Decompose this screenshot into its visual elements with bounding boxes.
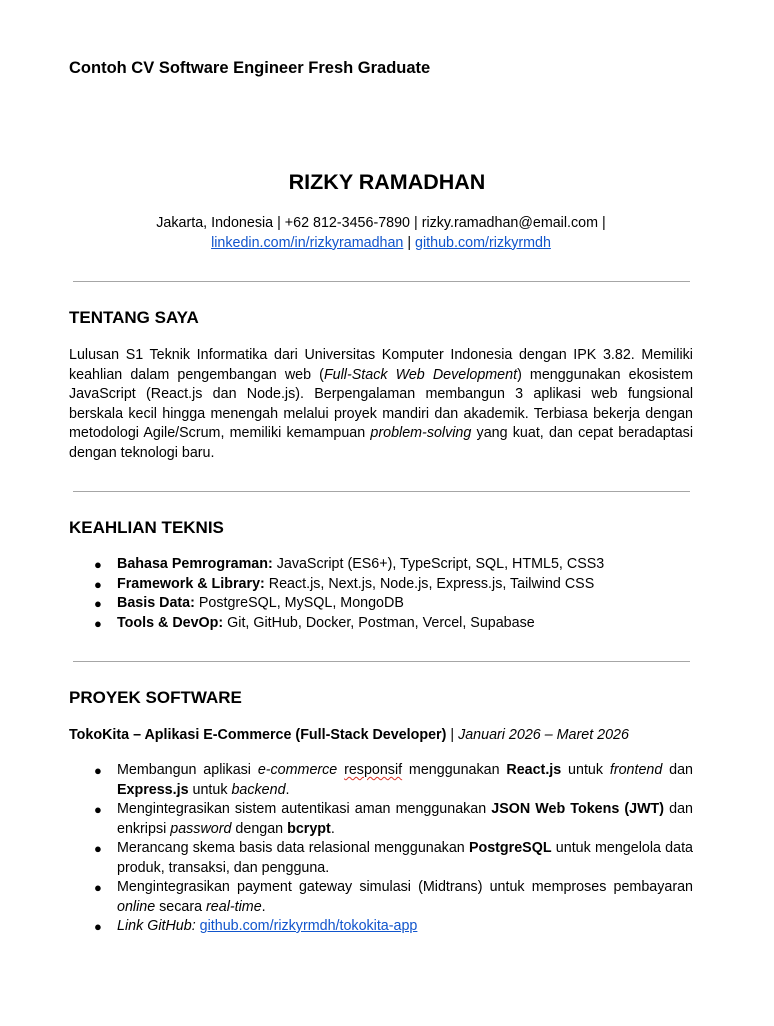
list-item xyxy=(69,555,693,575)
divider xyxy=(73,281,690,282)
bullet-emphasis: password xyxy=(170,820,232,837)
bullet-emphasis: Link GitHub: xyxy=(117,918,196,934)
project-github-link[interactable]: github.com/rizkyrmdh/tokokita-app xyxy=(199,918,418,934)
about-text: yang kuat, dan cepat beradaptasi dengan teknologi baru. xyxy=(69,425,693,461)
bullet-text: . xyxy=(261,898,266,915)
project-period: Januari 2026 – Maret 2026 xyxy=(458,727,629,743)
list-item xyxy=(69,614,693,634)
document-title: Contoh CV Software Engineer Fresh Graduate xyxy=(69,59,431,77)
about-paragraph xyxy=(69,346,693,463)
list-item xyxy=(69,878,693,917)
skill-label: Framework & Library: xyxy=(117,575,265,592)
bullet-emphasis: frontend xyxy=(609,762,663,778)
list-item xyxy=(69,917,693,937)
bullet-icon: ● xyxy=(94,841,102,856)
about-text: Lulusan S1 Teknik Informatika dari Universitas Komputer Indonesia dengan IPK 3.82. Memiliki keahlian dalam pengembangan web ( xyxy=(69,347,693,383)
email: rizky.ramadhan@email.com xyxy=(421,215,599,231)
bullet-emphasis: real-time xyxy=(206,898,262,915)
contact-line-2 xyxy=(69,234,693,254)
bullet-emphasis: backend xyxy=(231,781,286,798)
section-heading-skills: KEAHLIAN TEKNIS xyxy=(69,518,224,537)
project-title: TokoKita – Aplikasi E-Commerce (Full-Stack Developer) xyxy=(69,727,447,743)
project-bullets xyxy=(69,761,693,937)
bullet-strong: PostgreSQL xyxy=(468,840,552,856)
bullet-text: . xyxy=(330,820,335,837)
bullet-text: dan enkripsi xyxy=(117,801,693,837)
list-item xyxy=(69,839,693,878)
section-heading-about: TENTANG SAYA xyxy=(69,308,199,327)
bullet-strong: React.js xyxy=(506,762,562,778)
separator: | xyxy=(273,215,285,231)
separator: | xyxy=(410,215,422,231)
bullet-strong: bcrypt xyxy=(287,820,331,837)
bullet-text: dengan xyxy=(231,820,288,837)
list-item xyxy=(69,594,693,614)
bullet-text: Membangun aplikasi xyxy=(117,762,258,778)
spellcheck-word[interactable]: responsif xyxy=(344,762,403,778)
section-heading-projects: PROYEK SOFTWARE xyxy=(69,688,242,707)
bullet-icon: ● xyxy=(94,576,102,592)
bullet-text: dan xyxy=(662,762,693,778)
skill-value: Git, GitHub, Docker, Postman, Vercel, Supabase xyxy=(223,614,535,631)
project-title-line xyxy=(69,726,693,746)
candidate-name: RIZKY RAMADHAN xyxy=(288,170,486,194)
contact-info xyxy=(69,214,693,253)
linkedin-link[interactable]: linkedin.com/in/rizkyramadhan xyxy=(211,234,404,251)
bullet-text: Merancang skema basis data relasional menggunakan xyxy=(117,840,469,856)
separator: | xyxy=(446,727,459,743)
bullet-icon: ● xyxy=(94,802,102,817)
skill-label: Tools & DevOp: xyxy=(117,614,224,631)
list-item xyxy=(69,800,693,839)
bullet-text: Mengintegrasikan sistem autentikasi aman menggunakan xyxy=(117,801,492,817)
location: Jakarta, Indonesia xyxy=(156,215,274,231)
skill-value: PostgreSQL, MySQL, MongoDB xyxy=(194,595,404,611)
bullet-text: secara xyxy=(155,898,207,915)
phone: +62 812-3456-7890 xyxy=(284,215,411,231)
bullet-strong: JSON Web Tokens (JWT) xyxy=(491,801,665,817)
github-link[interactable]: github.com/rizkyrmdh xyxy=(415,234,551,251)
bullet-icon: ● xyxy=(94,615,102,631)
divider xyxy=(73,661,690,662)
about-emphasis: problem-solving xyxy=(370,425,472,441)
bullet-text: . xyxy=(285,781,290,798)
bullet-icon: ● xyxy=(94,557,102,572)
bullet-icon: ● xyxy=(94,596,102,611)
about-emphasis: Full-Stack Web Development xyxy=(323,366,518,383)
list-item xyxy=(69,761,693,800)
bullet-text: untuk xyxy=(188,781,232,798)
separator: | xyxy=(403,234,416,251)
skill-label: Basis Data: xyxy=(117,595,195,611)
bullet-icon: ● xyxy=(94,919,102,934)
bullet-text: Mengintegrasikan payment gateway simulasi (Midtrans) untuk memproses pembayaran xyxy=(117,879,693,895)
divider xyxy=(73,491,690,492)
bullet-text: untuk mengelola data produk, transaksi, dan pengguna. xyxy=(117,840,693,876)
skill-value: React.js, Next.js, Node.js, Express.js, Tailwind CSS xyxy=(264,575,595,592)
bullet-icon: ● xyxy=(94,763,102,778)
bullet-emphasis: e-commerce xyxy=(257,762,338,778)
skill-label: Bahasa Pemrograman: xyxy=(117,556,273,572)
bullet-text: untuk xyxy=(561,762,610,778)
bullet-emphasis: online xyxy=(117,898,156,915)
contact-line-1 xyxy=(69,214,693,234)
skill-value: JavaScript (ES6+), TypeScript, SQL, HTML5, CSS3 xyxy=(272,556,605,572)
about-text: ) menggunakan ekosistem JavaScript (React.js dan Node.js). Berpengalaman membangun 3 aplikasi web fungsional berskala kecil hingga menengah melalui proyek mandiri dan akademik. Terbiasa bekerja dengan metodologi Agile/Scrum, memiliki kemampuan xyxy=(69,366,693,441)
list-item xyxy=(69,575,693,595)
bullet-text: menggunakan xyxy=(402,762,507,778)
separator: | xyxy=(598,215,606,231)
skills-list xyxy=(69,555,693,633)
bullet-strong: Express.js xyxy=(117,781,189,798)
bullet-icon: ● xyxy=(94,880,102,895)
